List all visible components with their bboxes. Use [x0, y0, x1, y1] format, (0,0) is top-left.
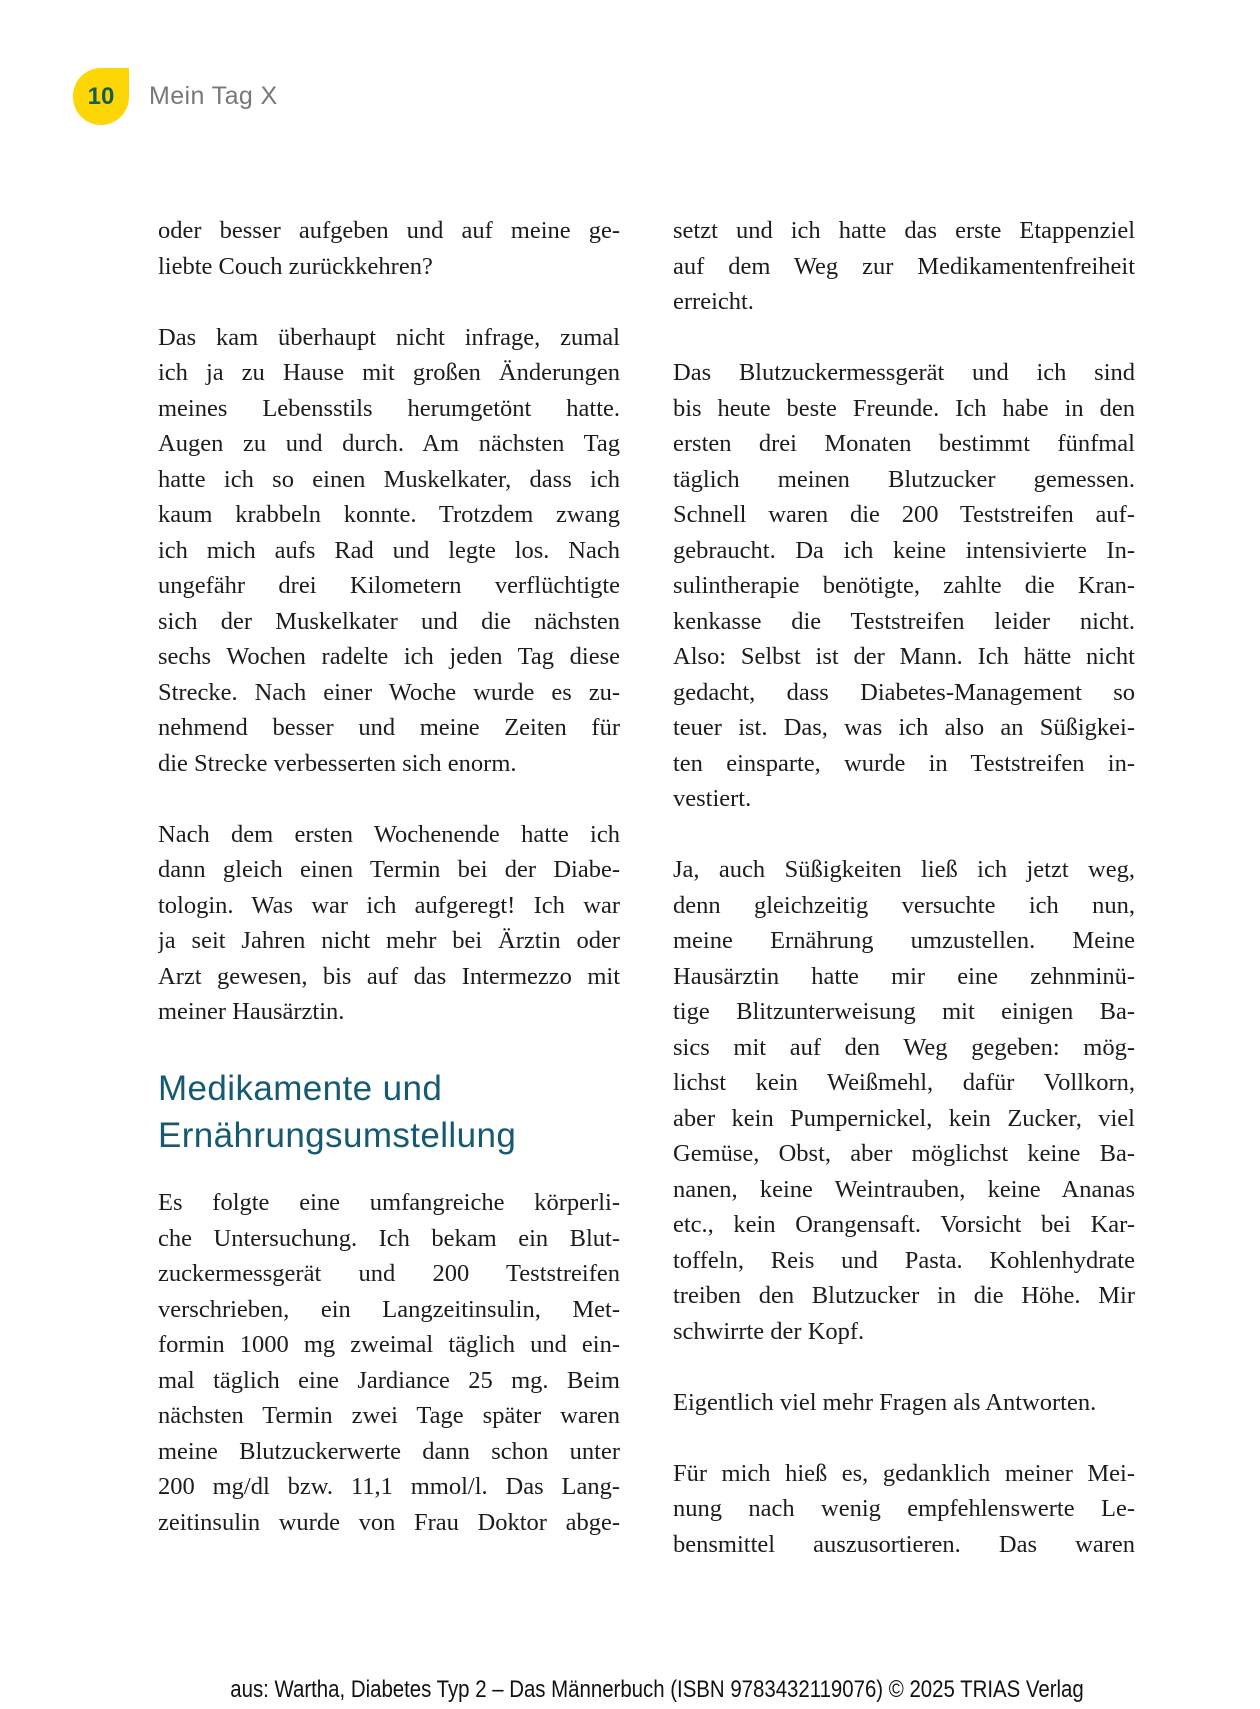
paragraph: [673, 1385, 1135, 1421]
text-line: meines Lebensstils herumgetönt hatte.: [158, 394, 620, 422]
text-line: nung nach wenig empfehlenswerte Le-: [673, 1495, 1135, 1522]
text-line: Schnell waren die 200 Teststreifen auf-: [673, 501, 1135, 528]
left-column: [158, 213, 620, 1562]
text-line: bensmittel auszusortieren. Das waren: [673, 1530, 1135, 1558]
text-line: Arzt gewesen, bis auf das Intermezzo mit: [158, 962, 620, 990]
text-line: 200 mg/dl bzw. 11,1 mmol/l. Das Lang-: [158, 1473, 620, 1500]
text-line: meine Blutzuckerwerte dann schon unter: [158, 1437, 620, 1465]
text-line: liebte Couch zurückkehren?: [158, 252, 433, 280]
text-line: ich ja zu Hause mit großen Änderungen: [158, 359, 620, 386]
text-line: Hausärztin hatte mir eine zehnminü-: [673, 962, 1135, 990]
text-line: erreicht.: [673, 288, 754, 315]
paragraph: [673, 213, 1135, 320]
text-line: Für mich hieß es, gedanklich meiner Mei-: [673, 1459, 1135, 1487]
text-line: Also: Selbst ist der Mann. Ich hätte nicht: [673, 643, 1135, 670]
text-line: tologin. Was war ich aufgeregt! Ich war: [158, 891, 620, 919]
text-line: Augen zu und durch. Am nächsten Tag: [158, 430, 620, 457]
text-line: meiner Hausärztin.: [158, 998, 345, 1025]
right-column: [673, 213, 1135, 1562]
text-line: ja seit Jahren nicht mehr bei Ärztin oder: [158, 927, 620, 954]
text-line: aber kein Pumpernickel, kein Zucker, viel: [673, 1104, 1135, 1132]
chapter-title: Mein Tag X: [149, 82, 278, 110]
text-line: toffeln, Reis und Pasta. Kohlenhydrate: [673, 1246, 1135, 1274]
text-line: mal täglich eine Jardiance 25 mg. Beim: [158, 1366, 620, 1394]
section-heading-line: Ernährungsumstellung: [158, 1116, 517, 1155]
text-line: gedacht, dass Diabetes-Management so: [673, 678, 1135, 706]
text-line: hatte ich so einen Muskelkater, dass ich: [158, 465, 620, 493]
text-line: Das kam überhaupt nicht infrage, zumal: [158, 323, 620, 351]
text-line: setzt und ich hatte das erste Etappenziel: [673, 217, 1135, 244]
text-line: sics mit auf den Weg gegeben: mög-: [673, 1033, 1135, 1061]
text-line: gebraucht. Da ich keine intensivierte In-: [673, 536, 1135, 564]
text-line: nächsten Termin zwei Tage später waren: [158, 1402, 620, 1429]
text-line: Strecke. Nach einer Woche wurde es zu-: [158, 678, 620, 706]
text-line: auf dem Weg zur Medikamentenfreiheit: [673, 252, 1135, 280]
text-line: sechs Wochen radelte ich jeden Tag diese: [158, 643, 620, 670]
text-line: täglich meinen Blutzucker gemessen.: [673, 465, 1135, 493]
text-line: tige Blitzunterweisung mit einigen Ba-: [673, 998, 1135, 1025]
text-line: Eigentlich viel mehr Fragen als Antworten.: [673, 1388, 1097, 1416]
text-line: kenkasse die Teststreifen leider nicht.: [673, 607, 1135, 635]
text-line: ten einsparte, wurde in Teststreifen in-: [673, 749, 1135, 777]
copyright-footer: aus: Wartha, Diabetes Typ 2 – Das Männerbuch (ISBN 9783432119076) © 2025 TRIAS Verlag: [230, 1676, 1084, 1703]
text-line: zeitinsulin wurde von Frau Doktor abge-: [158, 1508, 620, 1536]
paragraph: [158, 1185, 620, 1540]
text-line: kaum krabbeln konnte. Trotzdem zwang: [158, 501, 620, 528]
text-line: sich der Muskelkater und die nächsten: [158, 607, 620, 635]
text-line: treiben den Blutzucker in die Höhe. Mir: [673, 1282, 1135, 1309]
paragraph: [158, 320, 620, 782]
text-line: bis heute beste Freunde. Ich habe in den: [673, 394, 1135, 422]
text-line: nehmend besser und meine Zeiten für: [158, 714, 620, 741]
chapter-number-badge: [73, 68, 129, 125]
text-line: ich mich aufs Rad und legte los. Nach: [158, 536, 620, 564]
paragraph: [158, 213, 620, 284]
running-head: [73, 68, 278, 125]
text-line: denn gleichzeitig versuchte ich nun,: [673, 891, 1135, 919]
chapter-number: 10: [87, 82, 115, 110]
text-line: Gemüse, Obst, aber möglichst keine Ba-: [673, 1140, 1135, 1167]
text-line: lichst kein Weißmehl, dafür Vollkorn,: [673, 1069, 1135, 1096]
text-line: Ja, auch Süßigkeiten ließ ich jetzt weg,: [673, 856, 1135, 883]
section-heading: [158, 1065, 620, 1159]
text-line: meine Ernährung umzustellen. Meine: [673, 927, 1135, 954]
text-line: zuckermessgerät und 200 Teststreifen: [158, 1260, 620, 1287]
section-heading-line: Medikamente und: [158, 1069, 443, 1108]
text-line: formin 1000 mg zweimal täglich und ein-: [158, 1331, 620, 1358]
text-line: Das Blutzuckermessgerät und ich sind: [673, 359, 1135, 386]
text-line: die Strecke verbesserten sich enorm.: [158, 749, 517, 777]
text-line: dann gleich einen Termin bei der Diabe-: [158, 856, 620, 883]
paragraph: [673, 1456, 1135, 1563]
text-line: ersten drei Monaten bestimmt fünfmal: [673, 430, 1135, 457]
text-line: Nach dem ersten Wochenende hatte ich: [158, 820, 620, 848]
text-line: sulintherapie benötigte, zahlte die Kran-: [673, 572, 1135, 599]
paragraph: [673, 355, 1135, 817]
text-line: che Untersuchung. Ich bekam ein Blut-: [158, 1224, 620, 1252]
paragraph: [673, 852, 1135, 1349]
text-body: [158, 213, 1135, 1562]
text-line: verschrieben, ein Langzeitinsulin, Met-: [158, 1295, 620, 1323]
text-line: vestiert.: [673, 785, 752, 812]
text-line: ungefähr drei Kilometern verflüchtigte: [158, 572, 620, 599]
paragraph: [158, 817, 620, 1030]
text-line: Es folgte eine umfangreiche körperli-: [158, 1189, 620, 1216]
text-line: oder besser aufgeben und auf meine ge-: [158, 217, 620, 244]
text-line: teuer ist. Das, was ich also an Süßigkei-: [673, 714, 1135, 741]
text-line: etc., kein Orangensaft. Vorsicht bei Kar-: [673, 1211, 1135, 1238]
text-line: schwirrte der Kopf.: [673, 1317, 865, 1345]
text-line: nanen, keine Weintrauben, keine Ananas: [673, 1175, 1135, 1203]
